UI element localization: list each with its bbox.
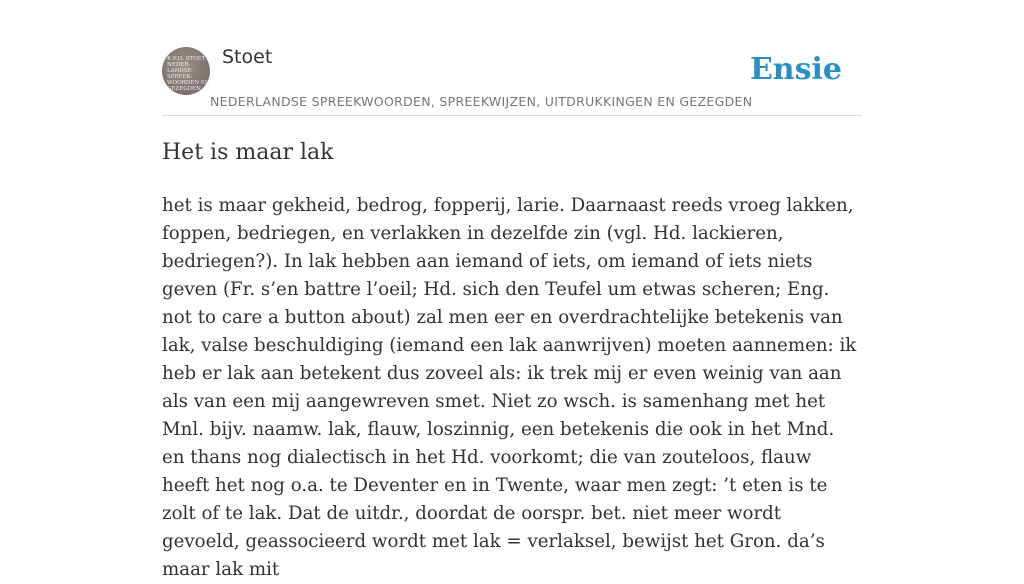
header-divider bbox=[162, 115, 862, 116]
avatar-line: LANDSE bbox=[167, 68, 192, 74]
avatar-line: NEDER- bbox=[167, 62, 191, 68]
article-body: het is maar gekheid, bedrog, fopperij, larie. Daarnaast reeds vroeg lakken, foppen, bedriegen, en verlakken in dezelfde zin (vgl. Hd. lackieren, bedriegen?). In lak hebben aan iemand of iets, om iemand of iets niets geven (Fr. s’en battre l’oeil; Hd. sich den Teufel um etwas scheren; Eng. not to care a button about) zal men eer en overdrachtelijke betekenis van lak, valse beschuldiging (iemand een lak aanwrijven) moeten aannemen: ik heb er lak aan betekent dus zoveel als: ik trek mij er even weinig van aan als van een mij aangewreven smet. Niet zo wsch. is samenhang met het Mnl. bijv. naamw. lak, flauw, loszinnig, een betekenis die ook in het Mnd. en thans nog dialectisch in het Hd. voorkomt; die van zouteloos, flauw heeft het nog o.a. te Deventer en in Twente, waar men zegt: ’t eten is te zolt of te lak. Dat de uitdr., doordat de oorspr. bet. niet meer wordt gevoeld, geassocieerd wordt met lak = verlaksel, bewijst het Gron. da’s maar lak mit bbox=[162, 195, 857, 580]
avatar-book-cover bbox=[167, 56, 209, 92]
source-title[interactable]: NEDERLANDSE SPREEKWOORDEN, SPREEKWIJZEN, UITDRUKKINGEN EN GEZEGDEN bbox=[210, 94, 753, 109]
brand-logo[interactable]: Ensie bbox=[749, 52, 842, 87]
author-name[interactable]: Stoet bbox=[222, 46, 273, 68]
article-title: Het is maar lak bbox=[162, 140, 334, 165]
avatar-line: SPREEK- bbox=[167, 74, 193, 80]
avatar-line: WOORDEN EN bbox=[167, 80, 210, 86]
avatar-line: K.F.H. STOET bbox=[167, 56, 206, 62]
header bbox=[162, 46, 862, 116]
avatar-line: GEZEGDEN bbox=[167, 86, 201, 92]
avatar[interactable] bbox=[162, 47, 210, 95]
